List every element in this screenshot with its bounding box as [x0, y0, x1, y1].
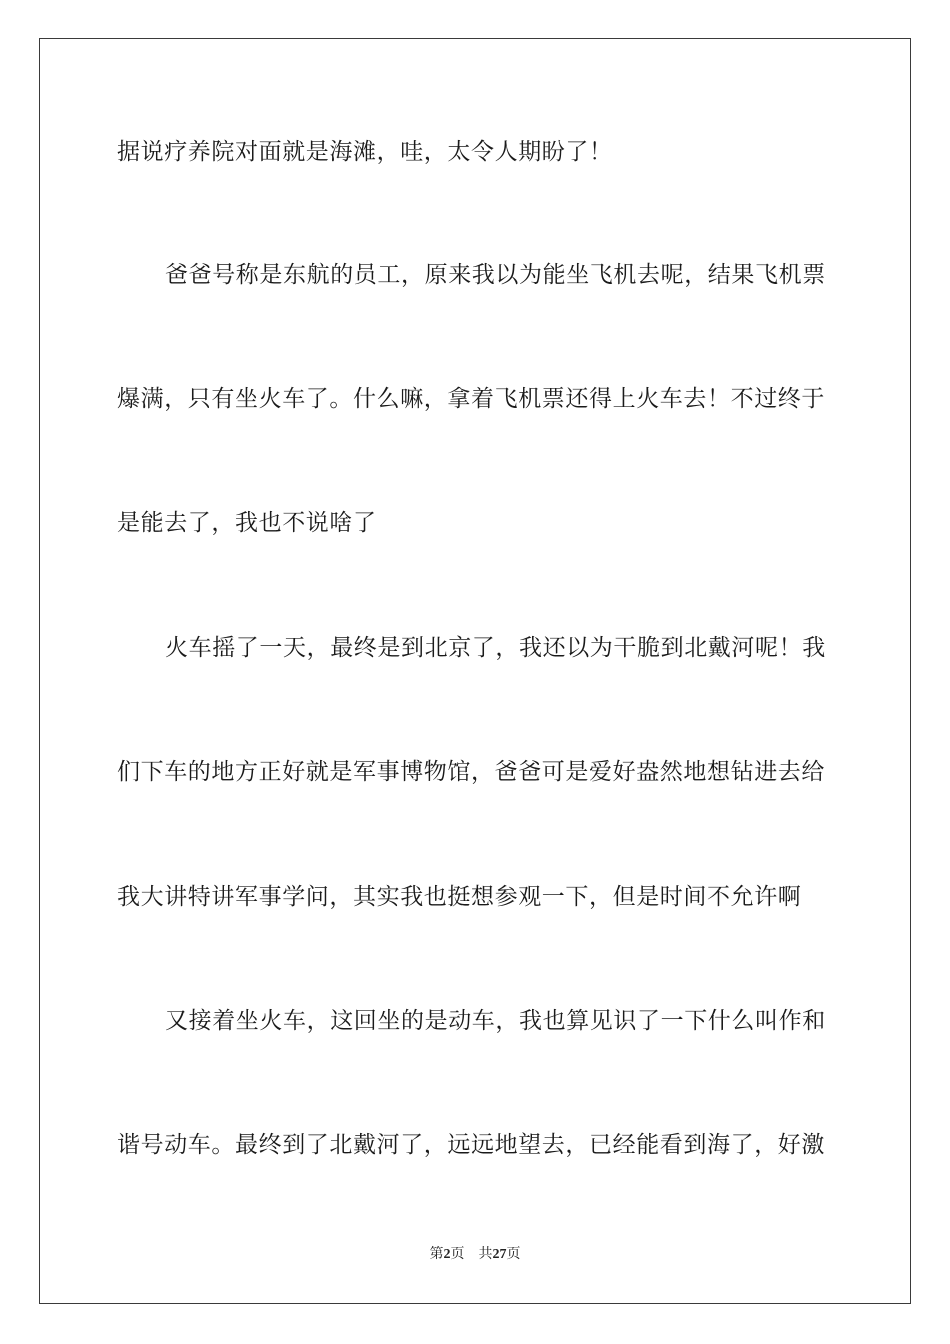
page-total: 27 [492, 1247, 507, 1262]
text-line-4: 是能去了，我也不说啥了 [117, 510, 377, 536]
page-number: 2 [443, 1247, 451, 1262]
total-suffix: 页 [506, 1247, 521, 1262]
page-footer [0, 1245, 950, 1265]
text-line-6: 们下车的地方正好就是军事博物馆，爸爸可是爱好盎然地想钻进去给 [117, 759, 825, 785]
text-line-3: 爆满，只有坐火车了。什么嘛，拿着飞机票还得上火车去！不过终于 [117, 386, 825, 412]
text-line-1: 据说疗养院对面就是海滩，哇，太令人期盼了！ [117, 139, 613, 165]
total-prefix: 共 [478, 1247, 493, 1262]
text-line-2: 爸爸号称是东航的员工，原来我以为能坐飞机去呢，结果飞机票 [165, 262, 826, 288]
text-line-7: 我大讲特讲军事学问，其实我也挺想参观一下，但是时间不允许啊 [117, 884, 802, 910]
page-prefix: 第 [429, 1247, 444, 1262]
page-suffix: 页 [450, 1247, 465, 1262]
page-frame [39, 38, 911, 1304]
text-line-8: 又接着坐火车，这回坐的是动车，我也算见识了一下什么叫作和 [165, 1008, 826, 1034]
text-line-9: 谐号动车。最终到了北戴河了，远远地望去，已经能看到海了，好激 [117, 1132, 825, 1158]
text-line-5: 火车摇了一天，最终是到北京了，我还以为干脆到北戴河呢！我 [165, 635, 826, 661]
